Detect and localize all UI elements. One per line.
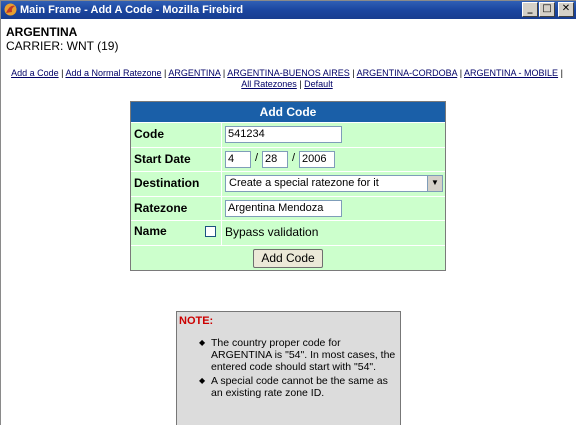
destination-label: Destination — [131, 172, 222, 196]
note-list — [199, 337, 399, 401]
ratezone-name-label: Ratezone Name — [131, 197, 222, 221]
nav-link-add-code[interactable]: Add a Code — [11, 68, 59, 78]
maximize-icon: □ — [542, 3, 552, 14]
bypass-validation-checkbox[interactable] — [205, 226, 216, 237]
note-item-text: A special code cannot be the same as an existing rate zone ID. — [211, 375, 388, 399]
maximize-button[interactable] — [539, 2, 555, 17]
ratezone-name-input[interactable]: Argentina Mendoza — [225, 200, 342, 217]
start-date-field-cell — [223, 148, 445, 172]
destination-select[interactable] — [225, 175, 443, 192]
bypass-validation-label: Bypass validation — [225, 225, 319, 239]
firebird-icon — [4, 3, 17, 16]
date-separator: / — [255, 151, 259, 164]
note-item — [199, 375, 399, 399]
start-month-input[interactable]: 4 — [225, 151, 251, 168]
minimize-button[interactable] — [522, 2, 538, 17]
form-heading: Add Code — [131, 102, 445, 122]
nav-link-argentina-mobile[interactable]: ARGENTINA - MOBILE — [464, 68, 559, 78]
destination-field-cell — [223, 172, 445, 196]
nav-separator: | — [61, 68, 66, 78]
destination-row — [131, 171, 445, 196]
nav-link-default[interactable]: Default — [304, 79, 333, 89]
nav-link-argentina-buenos-aires[interactable]: ARGENTINA-BUENOS AIRES — [227, 68, 350, 78]
nav-separator: | — [222, 68, 228, 78]
nav-link-all-ratezones[interactable]: All Ratezones — [241, 79, 297, 89]
start-day-input[interactable]: 28 — [262, 151, 288, 168]
add-code-button[interactable]: Add Code — [253, 249, 323, 268]
start-year-input[interactable]: 2006 — [299, 151, 335, 168]
code-input[interactable]: 541234 — [225, 126, 342, 143]
nav-link-add-normal-ratezone[interactable]: Add a Normal Ratezone — [65, 68, 162, 78]
nav-separator: | — [299, 79, 305, 89]
add-code-form — [130, 101, 446, 271]
title-bar[interactable] — [1, 1, 576, 19]
note-title: NOTE: — [179, 315, 214, 327]
note-item — [199, 337, 399, 373]
minimize-icon: _ — [527, 3, 533, 14]
nav-separator: | — [352, 68, 357, 78]
close-icon: ✕ — [561, 3, 571, 14]
code-field-cell — [223, 123, 445, 147]
nav-link-argentina-cordoba[interactable]: ARGENTINA-CORDOBA — [356, 68, 458, 78]
nav-link-argentina[interactable]: ARGENTINA — [168, 68, 221, 78]
date-separator: / — [292, 151, 296, 164]
ratezone-name-field-cell — [223, 197, 445, 221]
destination-selected-value: Create a special ratezone for it — [229, 177, 379, 189]
close-button[interactable] — [558, 2, 574, 17]
page-content — [1, 19, 576, 425]
start-date-label: Start Date — [131, 148, 222, 172]
bullet-icon: ◆ — [199, 376, 206, 385]
code-row — [131, 122, 445, 147]
start-date-row — [131, 147, 445, 172]
window-title: Main Frame - Add A Code - Mozilla Firebird — [20, 4, 244, 16]
nav-separator: | — [459, 68, 465, 78]
nav-links — [11, 68, 563, 90]
bypass-checkbox-cell — [131, 221, 222, 245]
chevron-down-icon[interactable]: ▼ — [427, 176, 442, 191]
bullet-icon: ◆ — [199, 338, 206, 347]
carrier-label: CARRIER: WNT (19) — [6, 39, 119, 53]
nav-separator: | — [560, 68, 563, 78]
nav-separator: | — [164, 68, 169, 78]
note-box — [176, 311, 401, 425]
submit-row — [131, 245, 445, 270]
bypass-row — [131, 220, 445, 245]
bypass-label-cell — [223, 221, 445, 245]
code-label: Code — [131, 123, 222, 147]
country-heading: ARGENTINA — [6, 25, 78, 39]
note-item-text: The country proper code for ARGENTINA is "54". In most cases, the entered code should start with "54". — [211, 337, 396, 373]
